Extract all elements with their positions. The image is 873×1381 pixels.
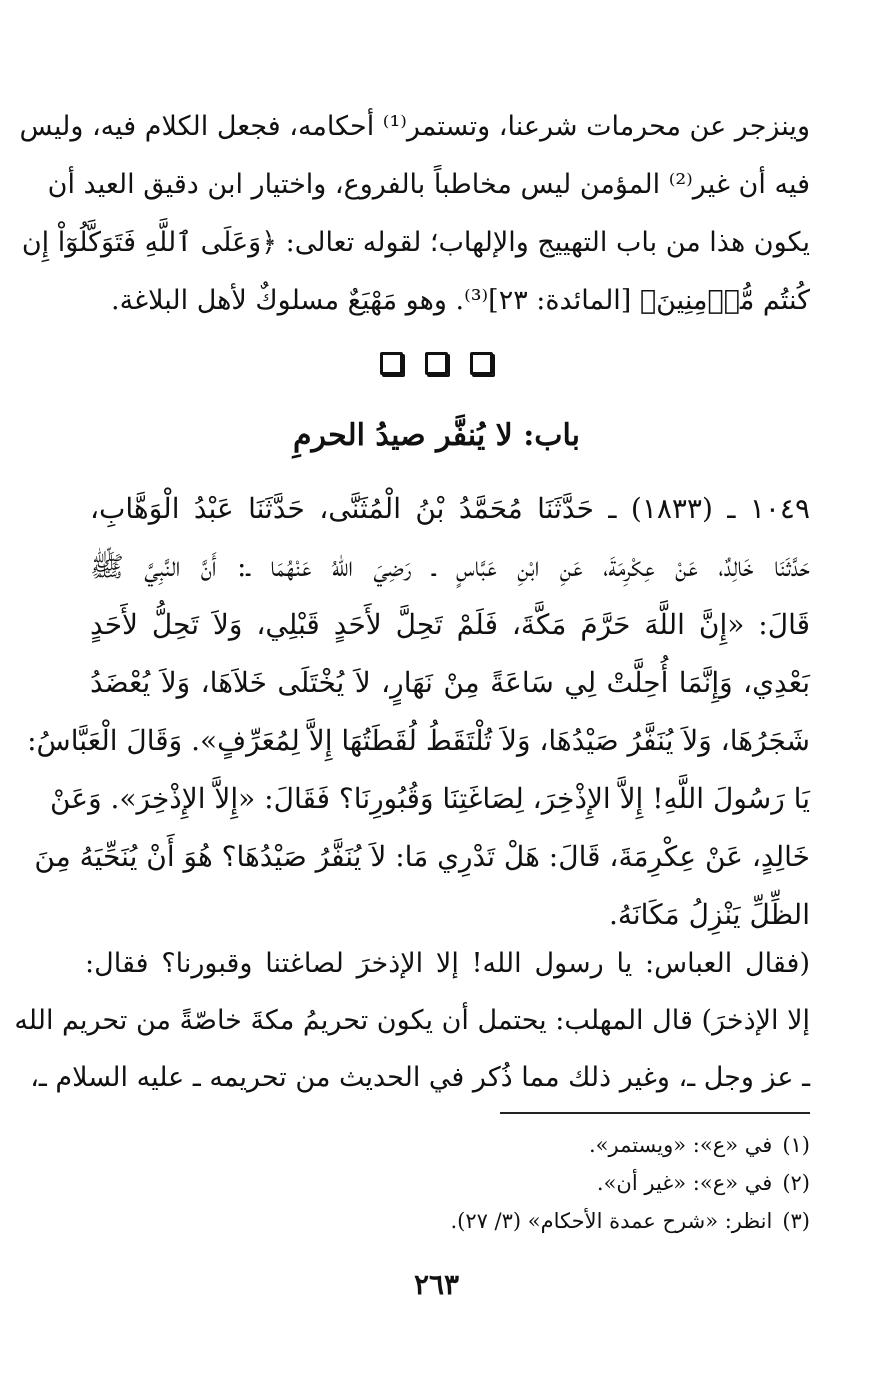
text-line: قَالَ: «إِنَّ اللَّهَ حَرَّمَ مَكَّةَ، فَلَمْ تَحِلَّ لأَحَدٍ قَبْلِي، وَلاَ تَحِلُّ لأَحَدٍ [90,608,810,641]
text-line: وينزجر عن محرمات شرعنا، وتستمر⁽¹⁾ أحكامه، فجعل الكلام فيه، وليس [19,111,810,142]
text-line: كُنتُم مُّؤۡمِنِينَ﴾ [المائدة: ٢٣]⁽³⁾. وهو مَهْيَعٌ مسلوكٌ لأهل البلاغة. [110,285,810,316]
footnote-text: في «ع»: «ويستمر». [588,1133,773,1157]
text-line: شَجَرُهَا، وَلاَ يُنَفَّرُ صَيْدُهَا، وَلاَ تُلْتَقَطُ لُقَطَتُهَا إِلاَّ لِمُعَرِّفٍ». وَقَالَ الْعَبَّاسُ: [27,724,810,757]
text-line: حَدَّثَنَا خَالِدٌ، عَنْ عِكْرِمَةَ، عَنِ ابْنِ عَبَّاسٍ ـ رَضِيَ اللهُ عَنْهُمَا ـ: أَنَّ النَّبِيَّ ﷺ [90,550,810,583]
footnotes [90,1126,810,1240]
text-line: (فقال العباس: يا رسول الله! إلا الإذخرَ لصاغتنا وقبورنا؟ فقال: [85,948,810,979]
text-line: ـ عز وجل ـ، وغير ذلك مما ذُكر في الحديث من تحريمه ـ عليه السلام ـ، [30,1062,810,1093]
footnote [90,1164,810,1202]
page-number: ٢٦٣ [413,1268,460,1301]
text-line: فيه أن غير⁽²⁾ المؤمن ليس مخاطباً بالفروع، واختيار ابن دقيق العيد أن [47,169,810,200]
text-line: إلا الإذخرَ) قال المهلب: يحتمل أن يكون تحريمُ مكةَ خاصّةً من تحريم الله [14,1005,810,1036]
intro-paragraph [19,98,810,330]
text-line: بَعْدِي، وَإِنَّمَا أُحِلَّتْ لِي سَاعَةً مِنْ نَهَارٍ، لاَ يُخْتَلَى خَلاَهَا، وَلاَ يُعْضَدُ [90,666,810,699]
text-line: يكون هذا من باب التهييج والإلهاب؛ لقوله تعالى: ﴿وَعَلَى ٱللَّهِ فَتَوَكَّلُوٓاْ إِن [21,227,810,258]
square-ornament-icon [470,352,493,375]
footnote [90,1126,810,1164]
text-line: يَا رَسُولَ اللَّهِ! إِلاَّ الإِذْخِرَ، لِصَاغَتِنَا وَقُبُورِنَا؟ فَقَالَ: «إِلاَّ الإِذْخِرَ». وَعَنْ [50,782,810,815]
text-line: ١٠٤٩ ـ (١٨٣٣) ـ حَدَّثَنَا مُحَمَّدُ بْنُ الْمُثَنَّى، حَدَّثَنَا عَبْدُ الْوَهَّابِ، [90,492,810,525]
footnote-number: (٣) [782,1209,810,1233]
commentary-paragraph [14,935,810,1106]
footnote-text: في «ع»: «غير أن». [596,1171,773,1195]
footnote-number: (٢) [782,1171,810,1195]
footnote-number: (١) [782,1133,810,1157]
footnote-text: انظر: «شرح عمدة الأحكام» (٣/ ٢٧). [450,1209,773,1233]
text-line: خَالِدٍ، عَنْ عِكْرِمَةَ، قَالَ: هَلْ تَدْرِي مَا: لاَ يُنَفَّرُ صَيْدُهَا؟ هُوَ أَنْ يُنَحِّيَهُ مِنَ [34,840,810,873]
square-ornament-icon [380,352,403,375]
hadith-text [27,480,810,944]
footnote-divider [500,1112,810,1114]
text-line: الظِّلِّ يَنْزِلُ مَكَانَهُ. [608,898,810,931]
chapter-heading: باب: لا يُنفَّر صيدُ الحرمِ [292,418,581,453]
section-separator [0,352,873,375]
footnote [90,1202,810,1240]
square-ornament-icon [425,352,448,375]
